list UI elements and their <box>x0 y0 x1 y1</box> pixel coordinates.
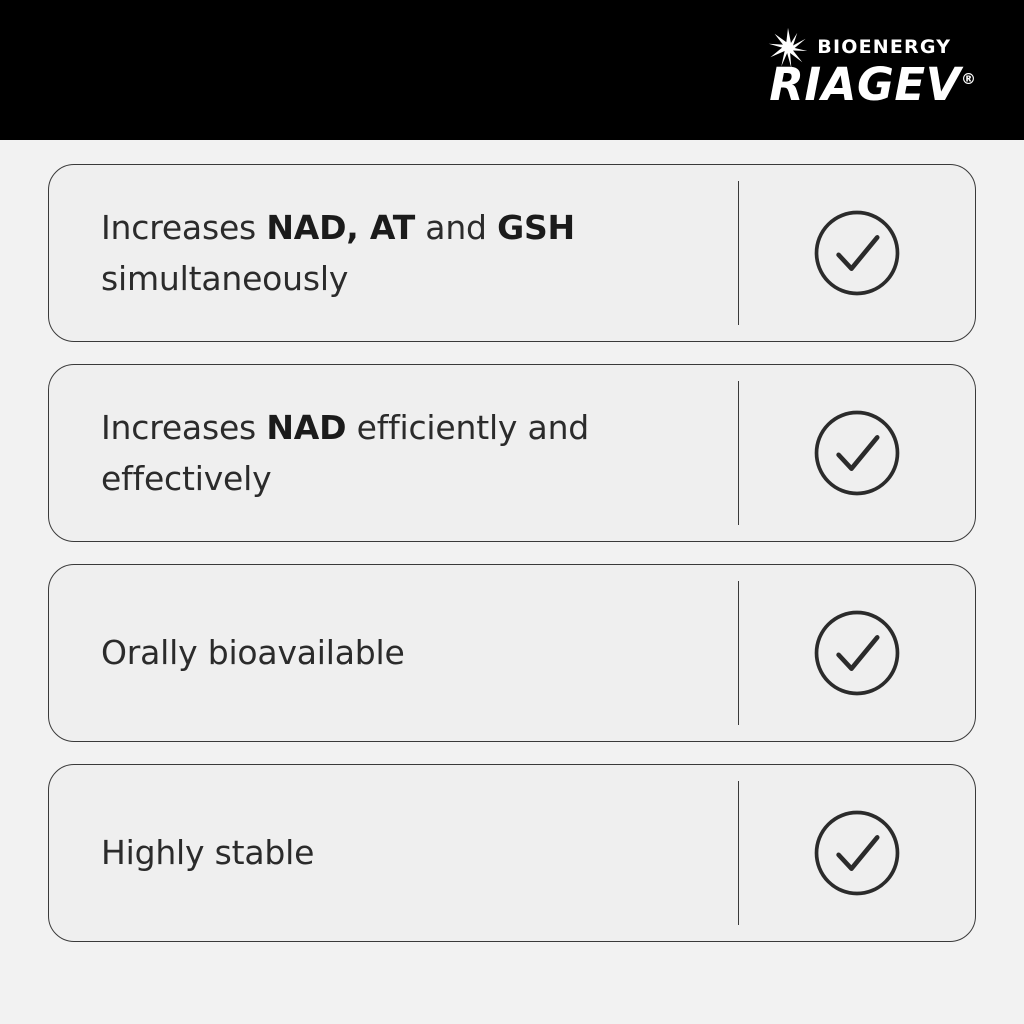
benefit-text-part-bold: NAD, AT <box>266 207 416 247</box>
check-circle-icon <box>811 407 903 499</box>
check-circle-icon <box>811 207 903 299</box>
benefit-text-part: Increases <box>101 207 267 247</box>
benefit-text: Highly stable <box>101 833 315 873</box>
benefit-check-wrap <box>739 565 975 741</box>
benefit-card-increases-nad-at-gsh <box>48 164 976 342</box>
benefit-text: Orally bioavailable <box>101 633 405 673</box>
benefit-check-wrap <box>739 165 975 341</box>
benefit-check-wrap <box>739 365 975 541</box>
benefit-text-part: simultaneously <box>101 259 349 298</box>
benefit-card-increases-nad-efficiently <box>48 364 976 542</box>
benefit-check-wrap <box>739 765 975 941</box>
benefit-text-wrap <box>49 165 738 341</box>
benefit-text <box>101 202 712 304</box>
benefits-list <box>0 140 1024 966</box>
benefit-text-wrap <box>49 765 738 941</box>
benefit-text-part: and <box>415 207 498 247</box>
registered-mark: ® <box>961 70 976 88</box>
benefit-text-part: efficiently and effectively <box>101 407 590 498</box>
brand-header <box>0 0 1024 140</box>
brand-main-text <box>769 56 976 111</box>
benefit-text-wrap <box>49 565 738 741</box>
check-circle-icon <box>811 807 903 899</box>
brand-logo <box>767 34 976 111</box>
brand-main-label: RIAGEV <box>769 58 961 111</box>
benefit-text <box>101 402 712 504</box>
benefit-text-part-bold: NAD <box>266 407 347 447</box>
benefit-text-part: Increases <box>101 407 267 447</box>
check-circle-icon <box>811 607 903 699</box>
benefit-card-orally-bioavailable <box>48 564 976 742</box>
brand-small-text: BIOENERGY <box>817 36 952 58</box>
benefit-text-wrap <box>49 365 738 541</box>
benefit-card-highly-stable <box>48 764 976 942</box>
benefit-text-part-bold: GSH <box>497 207 575 247</box>
